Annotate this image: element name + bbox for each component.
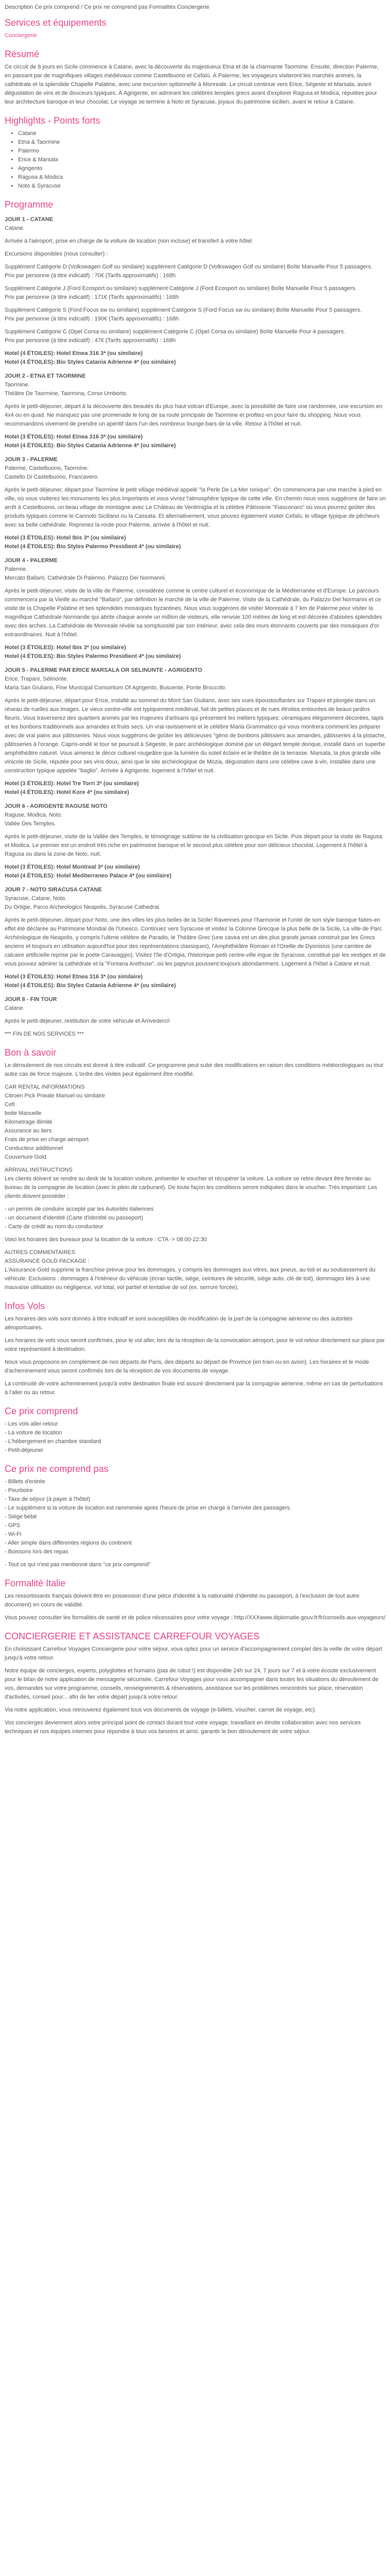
highlight-item: • Agrigento (18, 164, 386, 173)
day-place: Castello Di Castelbuono, Francavero. (5, 474, 99, 480)
services-sub: Conciergerie (5, 32, 37, 39)
conciergerie-text: Via notre application, vous retrouverez également tous vos documents de voyage (e-billets, voucher, carnet de voyage, etc). (5, 1707, 316, 1713)
day-text: Après le petit-déjeuner, départ pour Taormine le petit village médiéval appelé "la Perle De La Mer Ionique". On commencera par une marche à pied en ville, où vous visiterez les monuments les plus importants et vous vivrez l'atmosphère typique de cette ville. En chemin nous vous suggérons de faire un arrêt à Castelbuono, un beau village de montagne avec Le Château de Ventimiglia et la célèbre Pâtisserie "Fiasconaro" où vous pourrez goûter des produits typiques comme le Cannolo Siciliano ou la Cassata. Et alternativement, vous pouvez également visiter Cefalù, le village typique de pêcheurs avec sa belle cathédrale. Reprenez la route pour Palerme, arrivée à l'hôtel et nuit. (5, 487, 386, 528)
day-place: Maria San Giuliano, Fine Municipal Consortium Of Agrigento, Buscente, Ponte Broccolo. (5, 685, 226, 691)
highlight-item: • Catane (18, 129, 386, 138)
car-line: Supplément Catégorie C (Opel Corsa ou similaire) supplément Catégorie C (Opel Corsa ou similaire) Boîte Manuelle Pour 4 passagers. (5, 329, 346, 335)
day-place: Du Ortigie, Parco Archeologico Neapolis, Syracuse Cathedral. (5, 904, 161, 910)
car-line: Prix par personne (à titre indicatif) : 171€ (Tarifs approximatifs) : 168h (5, 294, 179, 300)
formalites-text: Les ressortissants français doivent être en possession d'une pièce d'identité à la nationalité d'identité ou passeport, à l'exclusion de tout autre document) en cours de validité. (5, 1593, 360, 1608)
arrival-list-item: - Carte de crédit au nom du conducteur (5, 1224, 104, 1230)
includes-item: - Les vols aller-retour (5, 1421, 58, 1427)
hotel-line: Hotel (4 ÉTOILES): Bio Styles Catania Adrienne 4* (ou similaire) (5, 443, 176, 449)
day-7 (5, 886, 386, 990)
day-place: Raguse, Modica, Noto. (5, 812, 62, 818)
excursions-label: Excursions disponibles (nous consulter) : (5, 251, 108, 257)
services-title: Services et équipements (5, 18, 107, 28)
car-line: Supplément Catégorie S (Ford Focus sw ou similaire) supplément Catégorie S (Ford Focus sw ou similaire) Boîte Manuelle Pour 5 passagers. (5, 307, 362, 313)
end-of-services: *** FIN DE NOS SERVICES *** (5, 1031, 84, 1037)
car-rental-line: Assurance au tiers (5, 1128, 52, 1134)
car-rental-line: Kilometrage illimité (5, 1119, 53, 1125)
excludes-item: - Boissons lors des repas (5, 1549, 69, 1555)
excludes-item: - Billets d'entrée (5, 1479, 45, 1485)
formalites-title: Formalité Italie (5, 1578, 66, 1588)
other-comments-text: L'Assurance Gold supprime la franchise prévue pour les dommages, y compris les dommages aux vitres, aux pneus, au toit et au soubassement du véhicule. Exclusions : dommages à l'intérieur du véhicule (écran tactile, siège, ceintures de sécurité, siège auto, clé de toit), dommages liés à une mauvaise utilisation ou négligence, vol total, vol partiel et tentative de vol (ex. serrure forcée). (5, 1267, 376, 1291)
car-rental-title: CAR RENTAL INFORMATIONS (5, 1084, 85, 1090)
hotel-line: Hotel (4 ÉTOILES): Hotel Etnea 316 3* (ou similaire) (5, 350, 143, 357)
highlight-item: • Ragusa & Modica (18, 173, 386, 182)
other-comments-sub: ASSURANCE GOLD PACKAGE : (5, 1258, 90, 1264)
bon-a-savoir-title: Bon à savoir (5, 1047, 57, 1058)
day-title: JOUR 8 - FIN TOUR (5, 996, 57, 1003)
highlight-item: • Etna & Taormine (18, 138, 386, 147)
arrival-text: Les clients doivent se rendre au desk de la location voiture, présenter le voucher et récupérer la voiture. La voiture se retire devant être fermée au bureau de la compagnie de location (avec le plein de carburant). De toute façon les conditions seront indiquées dans le voucher. Très important: Les clients doivent posséder : (5, 1176, 378, 1199)
includes-title: Ce prix comprend (5, 1406, 78, 1416)
infos-vols-title: Infos Vols (5, 1301, 45, 1311)
car-line: Supplément Catégorie D (Volkswagen Golf ou similaire) supplément Catégorie D (Volkswagen Golf ou similaire) Boîte Manuelle Pour 5 passagers. (5, 264, 372, 270)
day-text: Arrivée à l'aéroport, prise en charge de la voiture de location (non incluse) et transfert à votre hôtel. (5, 238, 254, 244)
day-title: JOUR 1 - CATANE (5, 216, 53, 223)
car-line: Prix par personne (à titre indicatif) : 47€ (Tarifs approximatifs) : 168h (5, 337, 176, 344)
hotel-line: Hotel (4 ÉTOILES): Bio Styles Palermo Presidient 4* (ou similaire) (5, 544, 181, 550)
conciergerie-text: Vos concierges deviennent alors votre principal point de contact durant tout votre voyage, travaillant en étroite collaboration avec nos services techniques et nos équipes internes pour répondre à tous vos besoins et ainsi, garantir le bon déroulement de votre séjour. (5, 1720, 361, 1735)
day-title: JOUR 5 - PALERME PAR ERICE MARSALA OR SELINUNTE - AGRIGENTO (5, 667, 202, 673)
hotel-line: Hotel (4 ÉTOILES): Bio Styles Palermo Presidient 4* (ou similaire) (5, 653, 181, 659)
breadcrumb[interactable]: Description Ce prix comprend / Ce prix ne comprend pas Formalités Conciergerie (5, 4, 209, 10)
car-rental-line: Cefi (5, 1101, 15, 1108)
car-rental-line: Frais de prise en charge aéroport (5, 1137, 89, 1143)
highlights-title: Highlights - Points forts (5, 115, 101, 126)
excludes-item: - Le supplément si la voiture de location est rammenée après l'heure de prise en charge à l'arrivée des passagers. (5, 1505, 291, 1511)
hotel-line: Hotel (3 ÉTOILES): Hotel Montreal 3* (ou similaire) (5, 864, 140, 870)
day-place: Catane. (5, 1005, 25, 1011)
hotel-line: Hotel (3 ÉTOILES): Hotel Ibis 3* (ou similaire) (5, 535, 126, 541)
day-place: Palerme, Castelbuono, Taormine. (5, 465, 89, 471)
hotel-line: Hotel (4 ÉTOILES): Bio Styles Catania Adrienne 4* (ou similaire) (5, 359, 176, 365)
includes-item: - L'hébergement en chambre standard (5, 1438, 101, 1445)
car-rental-line: Conducteur additionnel (5, 1145, 63, 1151)
hotel-line: Hotel (4 ÉTOILES): Bio Styles Catania Adrienne 4* (ou similaire) (5, 982, 176, 989)
includes-item: - La voiture de location (5, 1430, 62, 1436)
includes-item: - Petit-déjeuner (5, 1447, 44, 1453)
car-line: Prix par personne (à titre indicatif) : 70€ (Tarifs approximatifs) : 168h (5, 273, 176, 279)
hotel-line: Hotel (3 ÉTOILES): Hotel Etnea 316 3* (ou similaire) (5, 974, 143, 980)
excludes-item: - Pourboire (5, 1487, 33, 1494)
excludes-item: - GPS (5, 1522, 20, 1529)
car-rental-line: Citroen Pick Pneale Manuel ou similaire (5, 1093, 105, 1099)
day-title: JOUR 7 - NOTO SIRACUSA CATANE (5, 887, 102, 893)
other-comments-title: AUTRES COMMENTAIRES (5, 1249, 75, 1256)
hotel-line: Hotel (4 ÉTOILES): Hotel Kore 4* (ou similaire) (5, 789, 129, 795)
hotel-line: Hotel (3 ÉTOILES): Hotel Tre Torri 3* (ou similaire) (5, 781, 139, 787)
arrival-list-item: - un document d'identité (Carte d'Identité ou passeport) (5, 1215, 143, 1221)
day-8 (5, 995, 386, 1039)
conciergerie-text: En choisissant Carrefour Voyages Conciergerie pour votre séjour, vous optez pour un service d'accompagnement complet dès la veille de votre départ jusqu'à votre retour. (5, 1646, 382, 1661)
day-title: JOUR 2 - ETNA ET TAORMINE (5, 373, 86, 379)
day-1 (5, 215, 386, 367)
day-3 (5, 455, 386, 551)
arrival-list-item: - un permis de conduire accepté par les Autorités italiennes (5, 1206, 154, 1212)
car-line: Prix par personne (à titre indicatif) : 190€ (Tarifs approximatifs) : 168h (5, 316, 179, 322)
day-title: JOUR 3 - PALERME (5, 456, 58, 463)
day-title: JOUR 6 - AGRIGENTE RAGUSE NOTO (5, 803, 108, 809)
excludes-footer: - Tout ce qui n'est pas mentionné dans "ce prix comprend" (5, 1562, 151, 1568)
day-place: Catane. (5, 225, 25, 231)
day-2 (5, 372, 386, 450)
infos-text: Nous vous proposons en complément de nos départs de Paris, des départs au départ de Province (en train ou en avion). Les horaires et le mode d'acheminement vous seront confirmés lors de la réception de vos documents de voyage. (5, 1359, 369, 1374)
conciergerie-text: Notre équipe de concierges, experts, polyglottes et humains (pas de robot !) est disponible 24h sur 24, 7 jours sur 7 et à votre écoute exclusivement pour le bilan de notre application de messagerie sécurisée, Carrefour Voyages pour vous accompagner dans toutes les situations du déroulement de vos, demandes sur votre programme, conseils, renseignements & réservations, assistance sur les problèmes rencontrés sur place, réservation d'activités, conseil pour... afin de lier votre départ jusqu'à votre retour. (5, 1668, 379, 1700)
day-place: Mercato Ballarò, Cathédrale Di Palermo, Palazzo Dei Normanni. (5, 575, 167, 581)
excludes-item: - Aller simple dans différentes régions du continent (5, 1540, 132, 1546)
resume-text: Ce circuit de 8 jours en Sicile commence à Catane, avec la découverte du majestueux Etna et de la charmante Taormine. Ensuite, direction Palerme, en passant par de magnifiques villages médiévaux comme Castelbuono et Cefalù. À Palerme, les voyageurs visiteront les marchés animés, la cathédrale et la splendide Chapelle Palatine, avec une excursion optionnelle à Monreale. Le circuit continue vers Erice, Ségeste et Marsala, avant dégustation de vins et de douceurs typiques. À Agrigente, en admirant les célèbres temples grecs avant d'explorer Ragusa et Modica, réputées pour leur architecture baroque et leur chocolat. Le voyage se termine à Noto et Syracuse, joyaux du patrimoine sicilien, avant le retour à Catane. (5, 64, 379, 105)
day-text: Après le petit-déjeuner, départ pour Noto, une des villes les plus belles de la Sicile! Ravennes pour l'harmonie et l'unité de son style baroque faites-en effet été déclarée au Patrimoine Mondial de l'Unesco. Continuez vers Syracuse et visitez la Colonne Grecque la plus belle de la Sicile, La ville de Parc Archéologique de Neapolis, y compris l'ultime célèbre de Paradis, le Théâtre Grec (une cavea est un des plus grands jamais construit par les Grecs anciens et toujours en utilisation aujourd'hui pour des représentations classiques), l'Amphithéâtre Romain et l'Oreille de Dyonisius (une carrière de calcaire artificielle reprise par le poète Caravaggio). Visitez l'île d'Ortigia, l'historique petit centre-ville ingue de Syracuse, constitué par les vestiges et de vous pouvez admirer la cathédrale et la "Fontana Arethuse", où les papyrus poussent toujours abondamment. Logement à l'hôtel à Catane et nuit. (5, 917, 386, 967)
day-place: Palerme. (5, 566, 28, 572)
day-place: Vallée Des Temples. (5, 821, 56, 827)
excludes-title: Ce prix ne comprend pas (5, 1464, 109, 1474)
highlight-item: • Palermo (18, 147, 386, 156)
excludes-item: - Wi-Fi (5, 1531, 22, 1537)
infos-text: La continuité de votre acheminement jusqu'à votre destination finale est assuré directement par la compagnie aérienne, même en cas de perturbations à l'aller ou au retour. (5, 1381, 383, 1396)
day-4 (5, 556, 386, 661)
day-place: Erice, Trapani, Sélinonte. (5, 676, 68, 682)
day-place: Théâtre De Taormine, Taormina, Corso Umberto. (5, 391, 128, 397)
day-text: Après le petit-déjeuner, visite de la ville de Palerme, considérée comme le centre culturel et économique de la Méditerranée et d'Europe. Le parcours commencera par la Vieille au marché "Ballarò", par définition le marché de la ville de Palerme. Visite de la Cathédrale, du Palazzo Dei Normanni et ce visite de la Chapelle Palatine et ses splendides mosaïques byzantines. Nous vous suggérons de visiter Monreale à 7 km de Palerme pour visiter la magnifique Cathédrale Normande qui abrite chaque année un million de visiteurs, elle renvoie 100 mètres de long et est décorée d'abisées splendides avec des arches. La Cathédrale de Monreale révèle sa somptuosité par son intérieur, avec cela des murs étonnants couverts par des mosaïques d'or extraordinaires. Nuit à l'hôtel. (5, 588, 382, 638)
arrival-title: ARRIVAL INSTRUCTIONS (5, 1167, 73, 1173)
highlight-item: • Erice & Marsala (18, 156, 386, 164)
hotel-line: Hotel (4 ÉTOILES): Hotel Mediterraneo Palace 4* (ou similaire) (5, 873, 172, 879)
day-place: Taormine. (5, 382, 30, 388)
day-6 (5, 802, 386, 880)
hotel-line: Hotel (3 ÉTOILES): Hotel Etnea 316 3* (ou similaire) (5, 434, 143, 440)
infos-text: Les horaires de vols vous seront confirmés, pour le vol aller, lors de la réception de la convocation aéroport, pour le vol retour directement sur place par votre représentant à destination. (5, 1337, 385, 1352)
day-text: Après le petit-déjeuner, départ pour Erice, installé au sommet du Mont San Giuliano, avec ses vues époustouflantes sur Trapani et plongée dans un réseau de ruelles aux images. Le vieux centre-ville est typiquement médiéval, fait de petites places et de rues étroites entourées de beaux jardins fleuris. Vous traverserez des quartiers animés par les majeures d'artisans qui présentent les métiers typiques: céramiques élégamment décorées, tapis et les bonbons traditionnels aux amandes et fruits secs. Un vrai ravissement et le célèbre Maria Grammatico qui vous montrera comment les préparer avec de vrai pains aux pâtisseries. Nous vous suggérons de goûter les délicieuses "géno de bonbons pâtissiers aux amandes, pâtisseries à la pistache, pâtisseries à l'orange. Capris-ondé le tour se poursuit à Ségeste, le parc archéologique dominé par un élégant temple dorique, installé dans un superbe amphithéâtre naturel. Vous aimerez le décor culturel rougeâtre que la lumière du soleil éclaire et le théâtre de la terrasse. Marsala, la plus grande ville vinicole de Sicile, réputée pour ses vins doux, ainsi que le site archéologique de Mozia, dégustation dans une célèbre cave à vin, installée dans une construction typique appelée "baglio". Arrivée à Agrigente, logement à l'hôtel et nuit. (5, 698, 386, 774)
bon-a-savoir-text: Le déroulement de nos circuits est donné à titre indicatif. Ce programme peut subir des modifications en raison des conditions météorologiques ou tout autre cas de force majeure. L'ordre des visites peut également être modifié. (5, 1062, 383, 1077)
day-text: Après le petit-déjeuner, visite de la Vallée des Temples, le témoignage sublime de la civilisation grecque en Sicile. Puis départ pour la visite de Ragusa et Modica. Le premier est un endroit très riche en patrimoine baroque et le second plus célèbre pour son délicieux chocolat. Logement à l'hôtel à Ragusa ou dans la zone de Noto, nuit. (5, 834, 383, 857)
day-5 (5, 666, 386, 797)
conciergerie-title: CONCIERGERIE ET ASSISTANCE CARREFOUR VOYAGES (5, 1631, 260, 1641)
hotel-line: Hotel (3 ÉTOILES): Hotel Ibis 3* (ou similaire) (5, 645, 126, 651)
car-rental-line: boite Manuelle (5, 1110, 42, 1116)
car-line: Supplément Catégorie J (Ford Ecosport ou similaire) supplément Catégorie J (Ford Ecosport ou similaire) Boîte Manuelle Pour 5 passagers. (5, 285, 357, 292)
arrival-extra: Voici les horaires des bureaux pour la location de la voiture : CTA -> 08:00-22:30 (5, 1236, 207, 1243)
resume-title: Résumé (5, 49, 40, 59)
day-title: JOUR 4 - PALERME (5, 557, 58, 564)
formalites-link[interactable]: Vous pouvez consulter les formalités de santé et de police nécessaires pour votre voyage : http://XXXwww.diplomatie.gouv.fr/fr/conseils-aux-voyageurs/ (5, 1615, 386, 1621)
day-text: Après le petit-déjeuner, départ à la découverte des beautés du plus haut volcan d'Europe, avec la possibilité de faire une randonnée, une excursion en 4x4 ou en quad. Ne manquez pas une promenade le long de sa route principale de Taormine et profitez-en pour faire du shopping. Nous vous recommandons vivement de prendre un apéritif dans l'un des nombreux lounge-bars de la ville. Retour à l'hôtel et nuit. (5, 403, 383, 427)
highlight-item: • Noto & Syracuse (18, 182, 386, 191)
infos-text: Les horaires des vols sont donnés à titre indicatif et sont susceptibles de modification de la part de la compagnie aérienne ou des autorités aéroportuaires. (5, 1316, 353, 1331)
day-place: Syracuse, Catane, Noto. (5, 895, 67, 902)
day-text: Après le petit-déjeuner, restitution de votre véhicule et Arrivederci! (5, 1018, 170, 1024)
excludes-item: - Siège bébé (5, 1514, 37, 1520)
programme-title: Programme (5, 199, 54, 210)
excludes-item: - Taxe de séjour (à payer à l'hôtel) (5, 1496, 90, 1502)
car-rental-line: Couverture Gold (5, 1154, 46, 1160)
highlights-list (5, 129, 386, 191)
